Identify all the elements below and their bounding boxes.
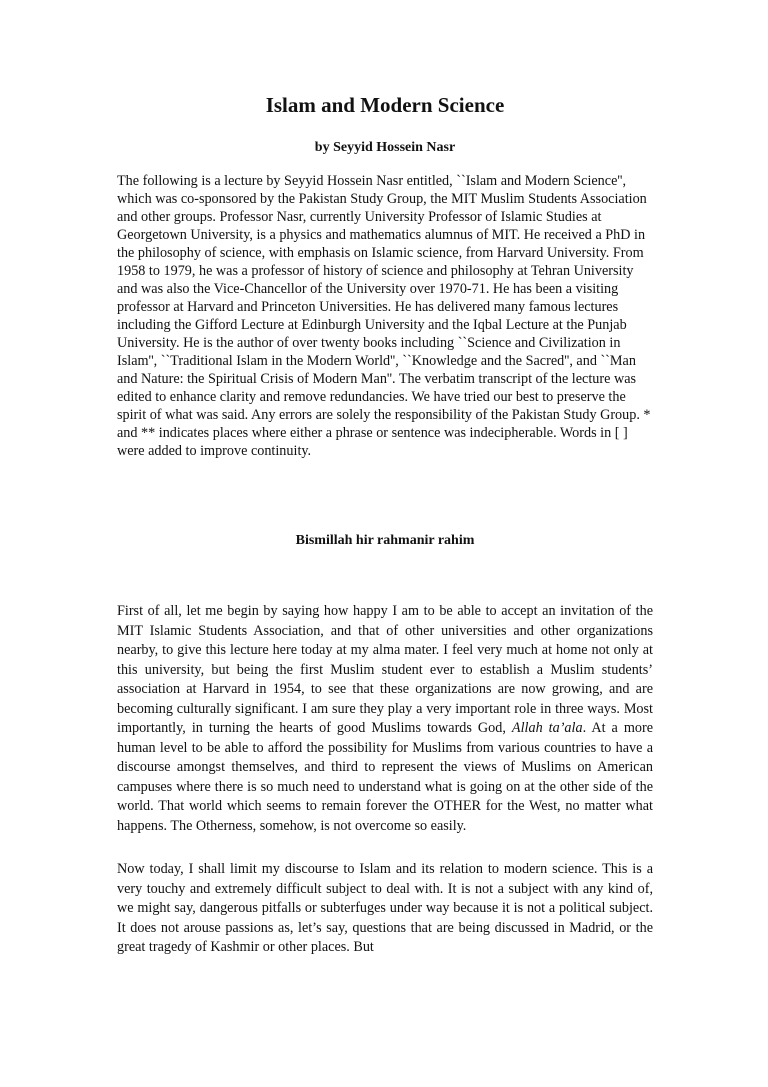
document-title: Islam and Modern Science [265, 93, 505, 117]
paragraph-1-text-a: First of all, let me begin by saying how happy I am to be able to accept an invitation of the MIT Islamic Students Association, and that of other universities and other organizations nearby, to give this lecture here today at my alma mater. I feel very much at home not only at this university, but being the first Muslim student ever to establish a Muslim students’ association at Harvard in 1954, to see that these organizations are now growing, and are becoming culturally significant. I am sure they play a very important role in three ways. Most importantly, in turning the hearts of good Muslims towards God, [117, 603, 653, 736]
bismillah-heading: Bismillah hir rahmanir rahim [295, 533, 475, 548]
body-paragraph-1 [117, 602, 653, 836]
intro-paragraph: The following is a lecture by Seyyid Hossein Nasr entitled, ``Islam and Modern Science'', which was co-sponsored by the Pakistan Study Group, the MIT Muslim Students Association and other groups. Professor Nasr, currently University Professor of Islamic Studies at Georgetown University, is a physics and mathematics alumnus of MIT. He received a PhD in the philosophy of science, with emphasis on Islamic science, from Harvard University. From 1958 to 1979, he was a professor of history of science and philosophy at Tehran University and was also the Vice-Chancellor of the University over 1970-71. He has been a visiting professor at Harvard and Princeton Universities. He has delivered many famous lectures including the Gifford Lecture at Edinburgh University and the Iqbal Lecture at the Punjab University. He is the author of over twenty books including ``Science and Civilization in Islam'', ``Traditional Islam in the Modern World'', ``Knowledge and the Sacred'', and ``Man and Nature: the Spiritual Crisis of Modern Man''. The verbatim transcript of the lecture was edited to enhance clarity and remove redundancies. We have tried our best to preserve the spirit of what was said. Any errors are solely the responsibility of the Pakistan Study Group. * and ** indicates places where either a phrase or sentence was indecipherable. Words in [ ] were added to improve continuity. [117, 173, 651, 459]
paragraph-1-text-b: . At a more human level to be able to afford the possibility for Muslims from various countries to have a discourse amongst themselves, and third to represent the views of Muslims on American campuses where there is so much need to understand what is going on at the other side of the world. That world which seems to remain forever the OTHER for the West, no matter what happens. The Otherness, somehow, is not overcome so easily. [117, 720, 653, 834]
author-byline: by Seyyid Hossein Nasr [314, 140, 456, 155]
body-paragraph-2: Now today, I shall limit my discourse to Islam and its relation to modern science. This is a very touchy and extremely difficult subject to deal with. It is not a subject with any kind of, we might say, dangerous pitfalls or subterfuges under way because it is not a political subject. It does not arouse passions as, let’s say, questions that are being discussed in Madrid, or the great tragedy of Kashmir or other places. But [117, 861, 653, 955]
paragraph-1-italic-phrase: Allah ta’ala [511, 720, 583, 736]
